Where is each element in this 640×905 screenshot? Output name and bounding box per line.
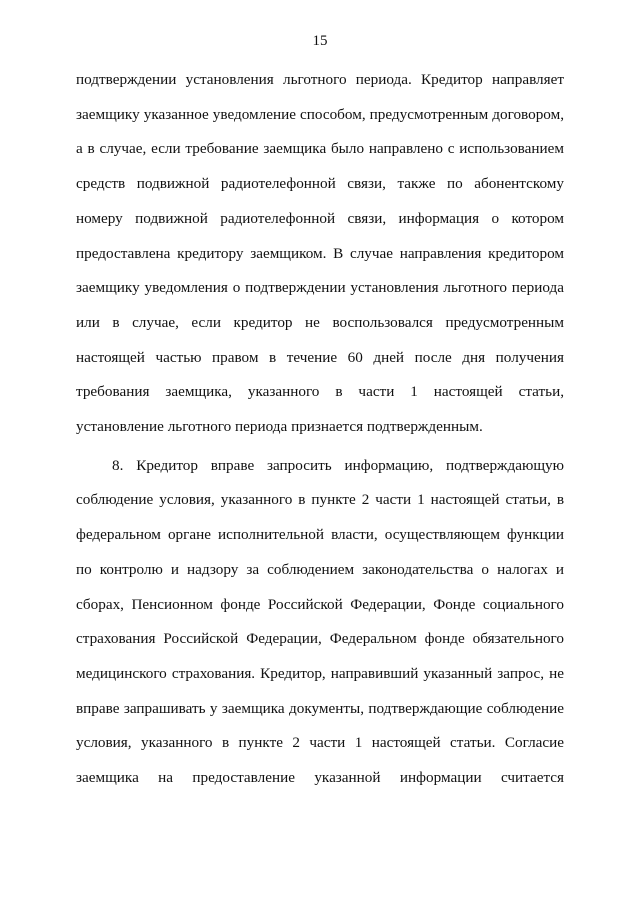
document-body bbox=[76, 63, 564, 796]
paragraph-item-8: 8. Кредитор вправе запросить информацию, подтверждающую соблюдение условия, указанного в пункте 2 части 1 настоящей статьи, в федеральном органе исполнительной власти, осуществляющем функции по контролю и надзору за соблюдением законодательства о налогах и сборах, Пенсионном фонде Российской Федерации, Фонде социального страхования Российской Федерации, Федеральном фонде обязательного медицинского страхования. Кредитор, направивший указанный запрос, не вправе запрашивать у заемщика документы, подтверждающие соблюдение условия, указанного в пункте 2 части 1 настоящей статьи. Согласие заемщика на предоставление указанной информации считается bbox=[76, 456, 564, 787]
page-number: 15 bbox=[312, 33, 328, 49]
paragraph-continuation: подтверждении установления льготного периода. Кредитор направляет заемщику указанное уведомление способом, предусмотренным договором, а в случае, если требование заемщика было направлено с использованием средств подвижной радиотелефонной связи, также по абонентскому номеру подвижной радиотелефонной связи, информация о котором предоставлена кредитору заемщиком. В случае направления кредитором заемщику уведомления о подтверждении установления льготного периода или в случае, если кредитор не воспользовался предусмотренным настоящей частью правом в течение 60 дней после дня получения требования заемщика, указанного в части 1 настоящей статьи, установление льготного периода признается подтвержденным. bbox=[76, 71, 564, 436]
